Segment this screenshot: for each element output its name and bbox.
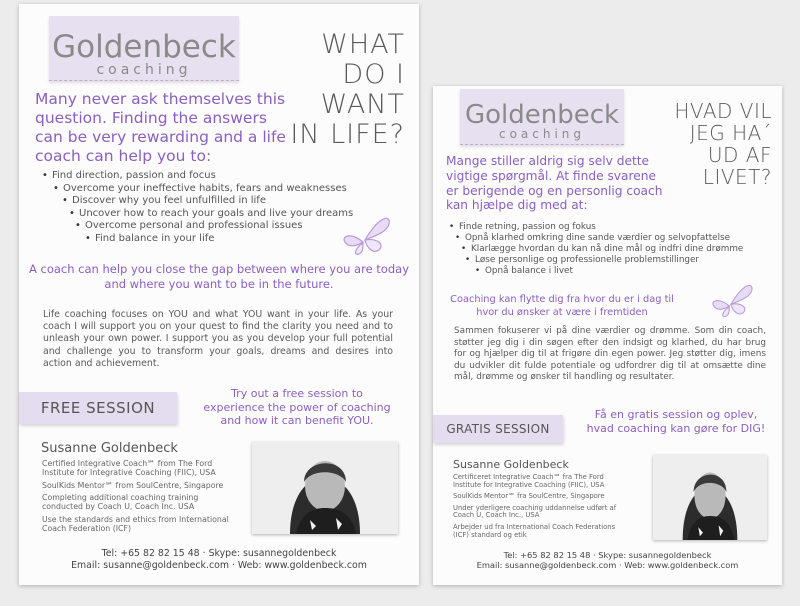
coach-name: Susanne Goldenbeck (41, 441, 178, 456)
description-text: Life coaching focuses on YOU and what YOU want in your life. As your coach I will support you on your quest to find the clarity you need and to unleash your own power. I support you as you develop your full potential and challenge you to transform your goals, dreams and desires into action and achievement. (43, 309, 393, 369)
session-label: GRATIS SESSION (446, 422, 550, 436)
page-title: HVAD VIL JEG HA´ UD AF LIVET? (674, 99, 772, 189)
credential-item: Certified Integrative Coach℠ from The Ford Institute for Integrative Coaching (FIIC), USA (42, 459, 216, 477)
coach-photo (653, 455, 767, 540)
coach-callout: Coaching kan flytte dig fra hvor du er i dag til hvor du ønsker at være i fremtiden (450, 294, 674, 318)
contact-info (433, 550, 782, 570)
list-item: • Discover why you feel unfulfilled in life (72, 195, 353, 208)
contact-email-web: Email: susanne@goldenbeck.com · Web: www.goldenbeck.com (476, 560, 739, 570)
coach-photo (252, 442, 398, 534)
logo-text: Goldenbeck (52, 29, 236, 65)
credential-item: Arbejder ud fra International Coach Federations (ICF) standard og etik (453, 522, 616, 539)
coach-callout: A coach can help you close the gap between where you are today and where you want to be in the future. (28, 262, 409, 291)
list-item: • Løse personlige og professionelle problemstillinger (475, 255, 743, 266)
portrait-illustration (252, 442, 398, 534)
credential-item: Under yderligere coaching uddannelse udført af Coach U, Coach Inc., USA (453, 503, 617, 520)
list-item: • Find direction, passion and focus (52, 170, 353, 183)
logo-subtext: coaching (498, 127, 586, 141)
butterfly-icon (705, 278, 757, 320)
list-item: • Finde retning, passion og fokus (459, 222, 743, 233)
portrait-illustration (653, 455, 767, 540)
logo (49, 16, 239, 81)
intro-text: Many never ask themselves this question. Finding the answers can be very rewarding and a life coach can help you to: (35, 90, 286, 165)
credential-item: SoulKids Mentor℠ from SoulCentre, Singapore (42, 480, 224, 490)
logo (460, 89, 624, 145)
benefits-list (52, 170, 353, 245)
danish-flyer (433, 86, 782, 585)
english-flyer (19, 4, 419, 585)
list-item: • Find balance in your life (95, 233, 353, 246)
credential-item: Certificeret Integrative Coach℠ fra The Ford Institute for Integrative Coaching (FIIC), USA (453, 473, 605, 489)
session-offer-text: Få en gratis session og oplev, hvad coaching kan gøre for DIG! (586, 408, 766, 435)
session-offer-text: Try out a free session to experience the power of coaching and how it can benefit YOU. (203, 387, 391, 427)
list-item: • Klarlægge hvordan du kan nå dine mål og indfri dine drømme (471, 244, 743, 255)
contact-phone-skype: Tel: +65 82 82 15 48 · Skype: susannegoldenbeck (101, 548, 337, 559)
list-item: • Opnå balance i livet (485, 266, 743, 277)
page-title: WHAT DO I WANT IN LIFE? (290, 29, 405, 150)
benefits-list (459, 222, 743, 277)
list-item: • Overcome personal and professional issues (85, 220, 353, 233)
list-item: • Uncover how to reach your goals and live your dreams (79, 208, 353, 221)
list-item: • Overcome your ineffective habits, fears and weaknesses (63, 183, 353, 196)
intro-text: Mange stiller aldrig sig selv dette vigtige spørgmål. At finde svarene er berigende og en personlig coach kan hjælpe dig med at: (446, 154, 663, 213)
contact-email-web: Email: susanne@goldenbeck.com · Web: www.goldenbeck.com (71, 559, 367, 571)
credential-item: Use the standards and ethics from International Coach Federation (ICF) (42, 514, 229, 533)
credentials (453, 474, 629, 543)
coach-name: Susanne Goldenbeck (453, 458, 569, 471)
contact-phone-skype: Tel: +65 82 82 15 48 · Skype: susannegoldenbeck (503, 550, 712, 560)
list-item: • Opnå klarhed omkring dine sande værdier og selvopfattelse (465, 233, 743, 244)
gratis-session-badge (433, 415, 563, 443)
contact-info (19, 548, 419, 571)
description-text: Sammen fokuserer vi på dine værdier og drømme. Som din coach, støtter jeg dig i din søgen efter den indsigt og klarhed, du har brug for og hjælper dig til at frigøre din egen power. Jeg støtter dig, imens du udvikler dit fulde potentiale og udfordrer dig til at omsætte dine mål, drømme og ønsker til handling og resultater. (454, 326, 766, 383)
session-label: FREE SESSION (40, 399, 156, 417)
free-session-badge (19, 392, 177, 424)
butterfly-icon (335, 210, 395, 258)
credential-item: Completing additional coaching training conducted by Coach U, Coach Inc. USA (42, 493, 199, 512)
credential-item: SoulKids Mentor℠ fra SoulCentre, Singapore (453, 492, 605, 501)
credentials (42, 460, 238, 538)
logo-text: Goldenbeck (464, 100, 620, 130)
logo-subtext: coaching (96, 62, 192, 78)
